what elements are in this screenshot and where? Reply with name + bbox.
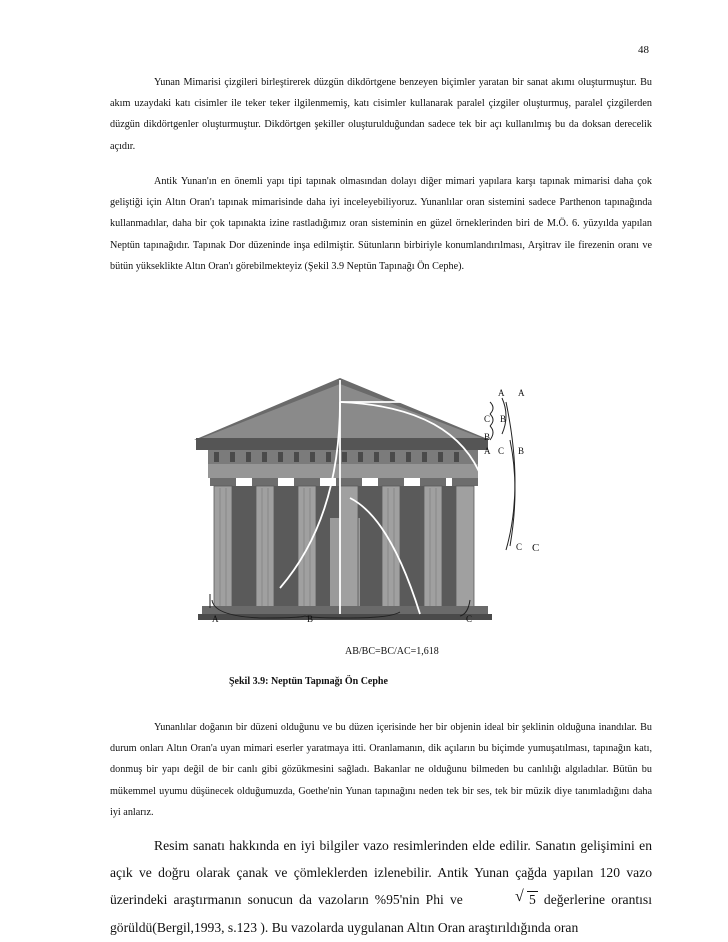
label-bottom-b: B — [307, 614, 314, 624]
stylobate — [202, 606, 488, 614]
sqrt-five — [473, 886, 538, 913]
page-number: 48 — [638, 44, 649, 56]
paragraph-4 — [110, 832, 652, 941]
label-a3: A — [484, 446, 491, 456]
paragraph-3: Yunanlılar doğanın bir düzeni olduğunu ve bu düzen içerisinde her bir objenin ideal bir şeklinin olduğuna inandılar. Bu durum onları Altın Oran'a uyan mimari eserler yaratmaya itti. Oranlamanın, dik açıların bu biçimde yumuşatılması, tapınağın katı, donmuş bir yapı değil de bir canlı gibi gözükmesini sağladı. Bakanlar ne olduğunu bilmeden bu canlılığı algıladılar. Bütün bu mükemmel uyumu düşünecek olduğumuzda, Goethe'nin Yunan tapınağını neden tek bir ses, tek bir müzik diye tanımladığını daha iyi anlarız. — [110, 722, 652, 818]
label-bottom-a: A — [212, 614, 219, 624]
label-bottom-c: C — [466, 614, 473, 624]
label-b3: B — [518, 446, 525, 456]
label-c3: C — [516, 542, 523, 552]
neptune-temple-diagram — [190, 368, 560, 628]
paragraph-1: Yunan Mimarisi çizgileri birleştirerek düzgün dikdörtgene benzeyen biçimler yaratan bir sanat akımı oluşturmuştur. Bu akım uzaydaki katı cisimler ile teker teker ilgilenmemiş, katı cisimler kullanarak paralel çizgiler oluşturmuş, paralel çizgilerden düzgün dikdörtgenler oluşturmuştur. Dikdörtgen şekiller oluşturulduğundan sadece tek bir açı kullanılmış bu da doksan derecelik açıdır. — [110, 77, 652, 152]
label-c2: C — [498, 446, 505, 456]
label-top-a2: A — [518, 388, 525, 398]
paragraph-4-text-after: değerlerine orantısı görüldü(Bergil,1993, s.123 ). Bu vazolarda uygulanan Altın Oran araştırıldığında oran — [110, 892, 652, 935]
label-b1: B — [500, 414, 507, 424]
golden-ratio-formula: AB/BC=BC/AC=1,618 — [345, 646, 439, 657]
label-c4: C — [532, 542, 540, 554]
architrave — [208, 464, 478, 478]
label-top-a1: A — [498, 388, 505, 398]
paragraph-2: Antik Yunan'ın en önemli yapı tipi tapınak olmasından dolayı diğer mimari yapılara karşı tapınak mimarisi daha çok geliştiği için Altın Oran'ı tapınak mimarisinde daha iyi inceleyebiliyoruz. Yunanlılar oran sistemini sadece Parthenon tapınağında kullanmadılar, daha bir çok tapınakta izine rastladığımız oran sisteminin en güzel örneklerinden biri de M.Ö. 6. yüzyılda yapılan Neptün tapınağıdır. Tapınak Dor düzeninde inşa edilmiştir. Sütunların birbiriyle konumlandırılması, Arşitrav ile firezenin oranı ve bütün yükseklikte Altın Oran'ı görebilmekteyiz (Şekil 3.9 Neptün Tapınağı Ön Cephe). — [110, 176, 652, 272]
paragraph-4-text-before: Resim sanatı hakkında en iyi bilgiler vazo resimlerinden elde edilir. Sanatın gelişimini en açık ve doğru olarak çanak ve çömleklerden izlenebilir. Antik Yunan çağda yapılan 120 vazo üzerindeki araştırmanın sonucun da vazoların %95'nin Phi ve — [110, 838, 652, 908]
cornice — [196, 438, 488, 450]
label-c1: C — [484, 414, 491, 424]
label-b2: B — [484, 432, 491, 442]
figure-caption: Şekil 3.9: Neptün Tapınağı Ön Cephe — [229, 676, 388, 687]
sqrt-radicand: 5 — [528, 892, 536, 908]
temple-figure — [190, 368, 560, 628]
